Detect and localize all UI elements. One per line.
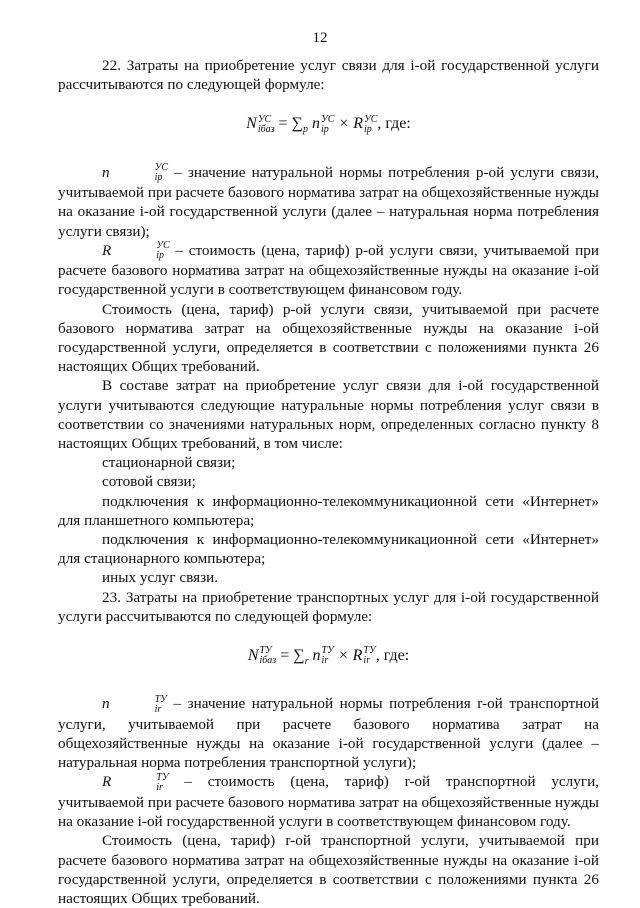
formula-22-n: n (307, 115, 320, 133)
formula-22-lhs-sub: iбаз (257, 123, 275, 135)
def-22-r-sup: УС (156, 240, 170, 252)
formula-23-tail: , где: (375, 647, 410, 665)
formula-22-r: × R (334, 115, 363, 133)
definition-23-r-text: – стоимость (цена, тариф) r-ой транспортной услуги, учитываемой при расчете базового норматива затрат на общехозяйственные нужды на оказание i-ой государственной услуги в соответствующем финансовом году. (58, 773, 599, 831)
formula-22-sum-index: p (302, 124, 308, 136)
formula-22-tail: , где: (377, 115, 411, 133)
def-23-r-sup: ТУ (156, 771, 169, 783)
section-22-intro: 22. Затраты на приобретение услуг связи для i-ой государственной услуги рассчитываются по следующей формуле: (58, 57, 599, 94)
def-23-r-sub: ir (156, 781, 163, 793)
formula-22-r-sup: УС (363, 113, 378, 125)
definition-22-n: n УС ip – значение натуральной нормы потребления p-ой услуги связи, учитываемой при расчете базового норматива затрат на общехозяйственные нужды на оказание i-ой государственной услуги (далее – натуральная норма потребления услуги связи); (58, 162, 599, 240)
formula-22-eq: = ∑ (278, 115, 303, 133)
def-23-n-sub: ir (154, 703, 162, 715)
formula-22-lhs: N (246, 115, 257, 133)
formula-23-sum-index: r (304, 656, 309, 668)
formula-23 (58, 644, 599, 674)
formula-23-n-sub: ir (321, 655, 329, 667)
definition-23-r: R ТУ ir – стоимость (цена, тариф) r-ой транспортной услуги, учитываемой при расчете базового норматива затрат на общехозяйственные нужды на оказание i-ой государственной услуги в соответствующем финансовом году. (58, 771, 599, 831)
formula-23-lhs-sub: iбаз (259, 655, 277, 667)
formula-22 (58, 112, 599, 142)
def-22-r-sub: ip (156, 250, 165, 262)
formula-23-eq: = ∑ (280, 647, 305, 665)
section-23-intro: 23. Затраты на приобретение транспортных услуг для i-ой государственной услуги рассчитываются по следующей формуле: (58, 588, 599, 625)
definition-22-r: R УС ip – стоимость (цена, тариф) p-ой услуги связи, учитываемой при расчете базового норматива затрат на общехозяйственные нужды на оказание i-ой государственной услуги в соответствующем финансовом году. (58, 240, 599, 299)
formula-23-r: × R (333, 647, 363, 665)
paragraph-22-norms: В составе затрат на приобретение услуг связи для i-ой государственной услуги учитываются следующие натуральные нормы потребления услуг связи в соответствии со значениями натуральных норм, определенных согласно пункту 8 настоящих Общих требований, в том числе: (58, 377, 599, 453)
formula-23-lhs-sup: ТУ (259, 645, 272, 657)
formula-22-n-sup: УС (320, 113, 335, 125)
definition-22-n-text: – значение натуральной нормы потребления p-ой услуги связи, учитываемой при расчете базового норматива затрат на общехозяйственные нужды на оказание i-ой государственной услуги (далее – натуральная норма потребления услуги связи); (58, 163, 599, 240)
formula-23-lhs: N (247, 647, 259, 665)
definition-23-n-text: – значение натуральной нормы потребления r-ой транспортной услуги, учитываемой при расчете базового норматива затрат на общехозяйственные нужды на оказание i-ой государственной услуги (далее – натуральная норма потребления транспортной услуги); (58, 695, 599, 772)
def-23-n-sup: ТУ (154, 693, 167, 705)
paragraph-23-cost: Стоимость (цена, тариф) r-ой транспортной услуги, учитываемой при расчете базового норматива затрат на общехозяйственные нужды на оказание i-ой государственной услуги, определяется в соответствии с положениями пункта 26 настоящих Общих требований. (58, 832, 599, 907)
list-item: сотовой связи; (102, 473, 196, 491)
paragraph-22-cost: Стоимость (цена, тариф) p-ой услуги связи, учитываемой при расчете базового норматива затрат на общехозяйственные нужды на оказание i-ой государственной услуги, определяется в соответствии с положениями пункта 26 настоящих Общих требований. (58, 300, 599, 376)
formula-23-r-sub: ir (363, 655, 371, 667)
def-22-n-sub: ip (154, 172, 163, 184)
list-item: подключения к информационно-телекоммуникационной сети «Интернет» для планшетного компьютера; (58, 492, 599, 529)
formula-22-r-sub: ip (363, 123, 372, 135)
list-item: иных услуг связи. (102, 569, 219, 587)
def-22-n-sup: УС (154, 162, 168, 174)
formula-22-n-sub: ip (320, 123, 329, 135)
formula-23-n: n (308, 647, 321, 665)
page-content (58, 56, 599, 908)
list-item: подключения к информационно-телекоммуникационной сети «Интернет» для стационарного компьютера; (58, 531, 599, 568)
formula-23-n-sup: ТУ (321, 645, 334, 657)
list-item: стационарной связи; (102, 454, 236, 472)
definition-23-n: n ТУ ir – значение натуральной нормы потребления r-ой транспортной услуги, учитываемой при расчете базового норматива затрат на общехозяйственные нужды на оказание i-ой государственной услуги (далее – натуральная норма потребления транспортной услуги); (58, 693, 599, 772)
formula-22-lhs-sup: УС (257, 113, 272, 125)
page-number: 12 (312, 30, 328, 46)
definition-22-r-text: – стоимость (цена, тариф) p-ой услуги связи, учитываемой при расчете базового норматива затрат на общехозяйственные нужды на оказание i-ой государственной услуги в соответствующем финансовом году. (58, 241, 599, 299)
formula-23-r-sup: ТУ (363, 645, 376, 657)
